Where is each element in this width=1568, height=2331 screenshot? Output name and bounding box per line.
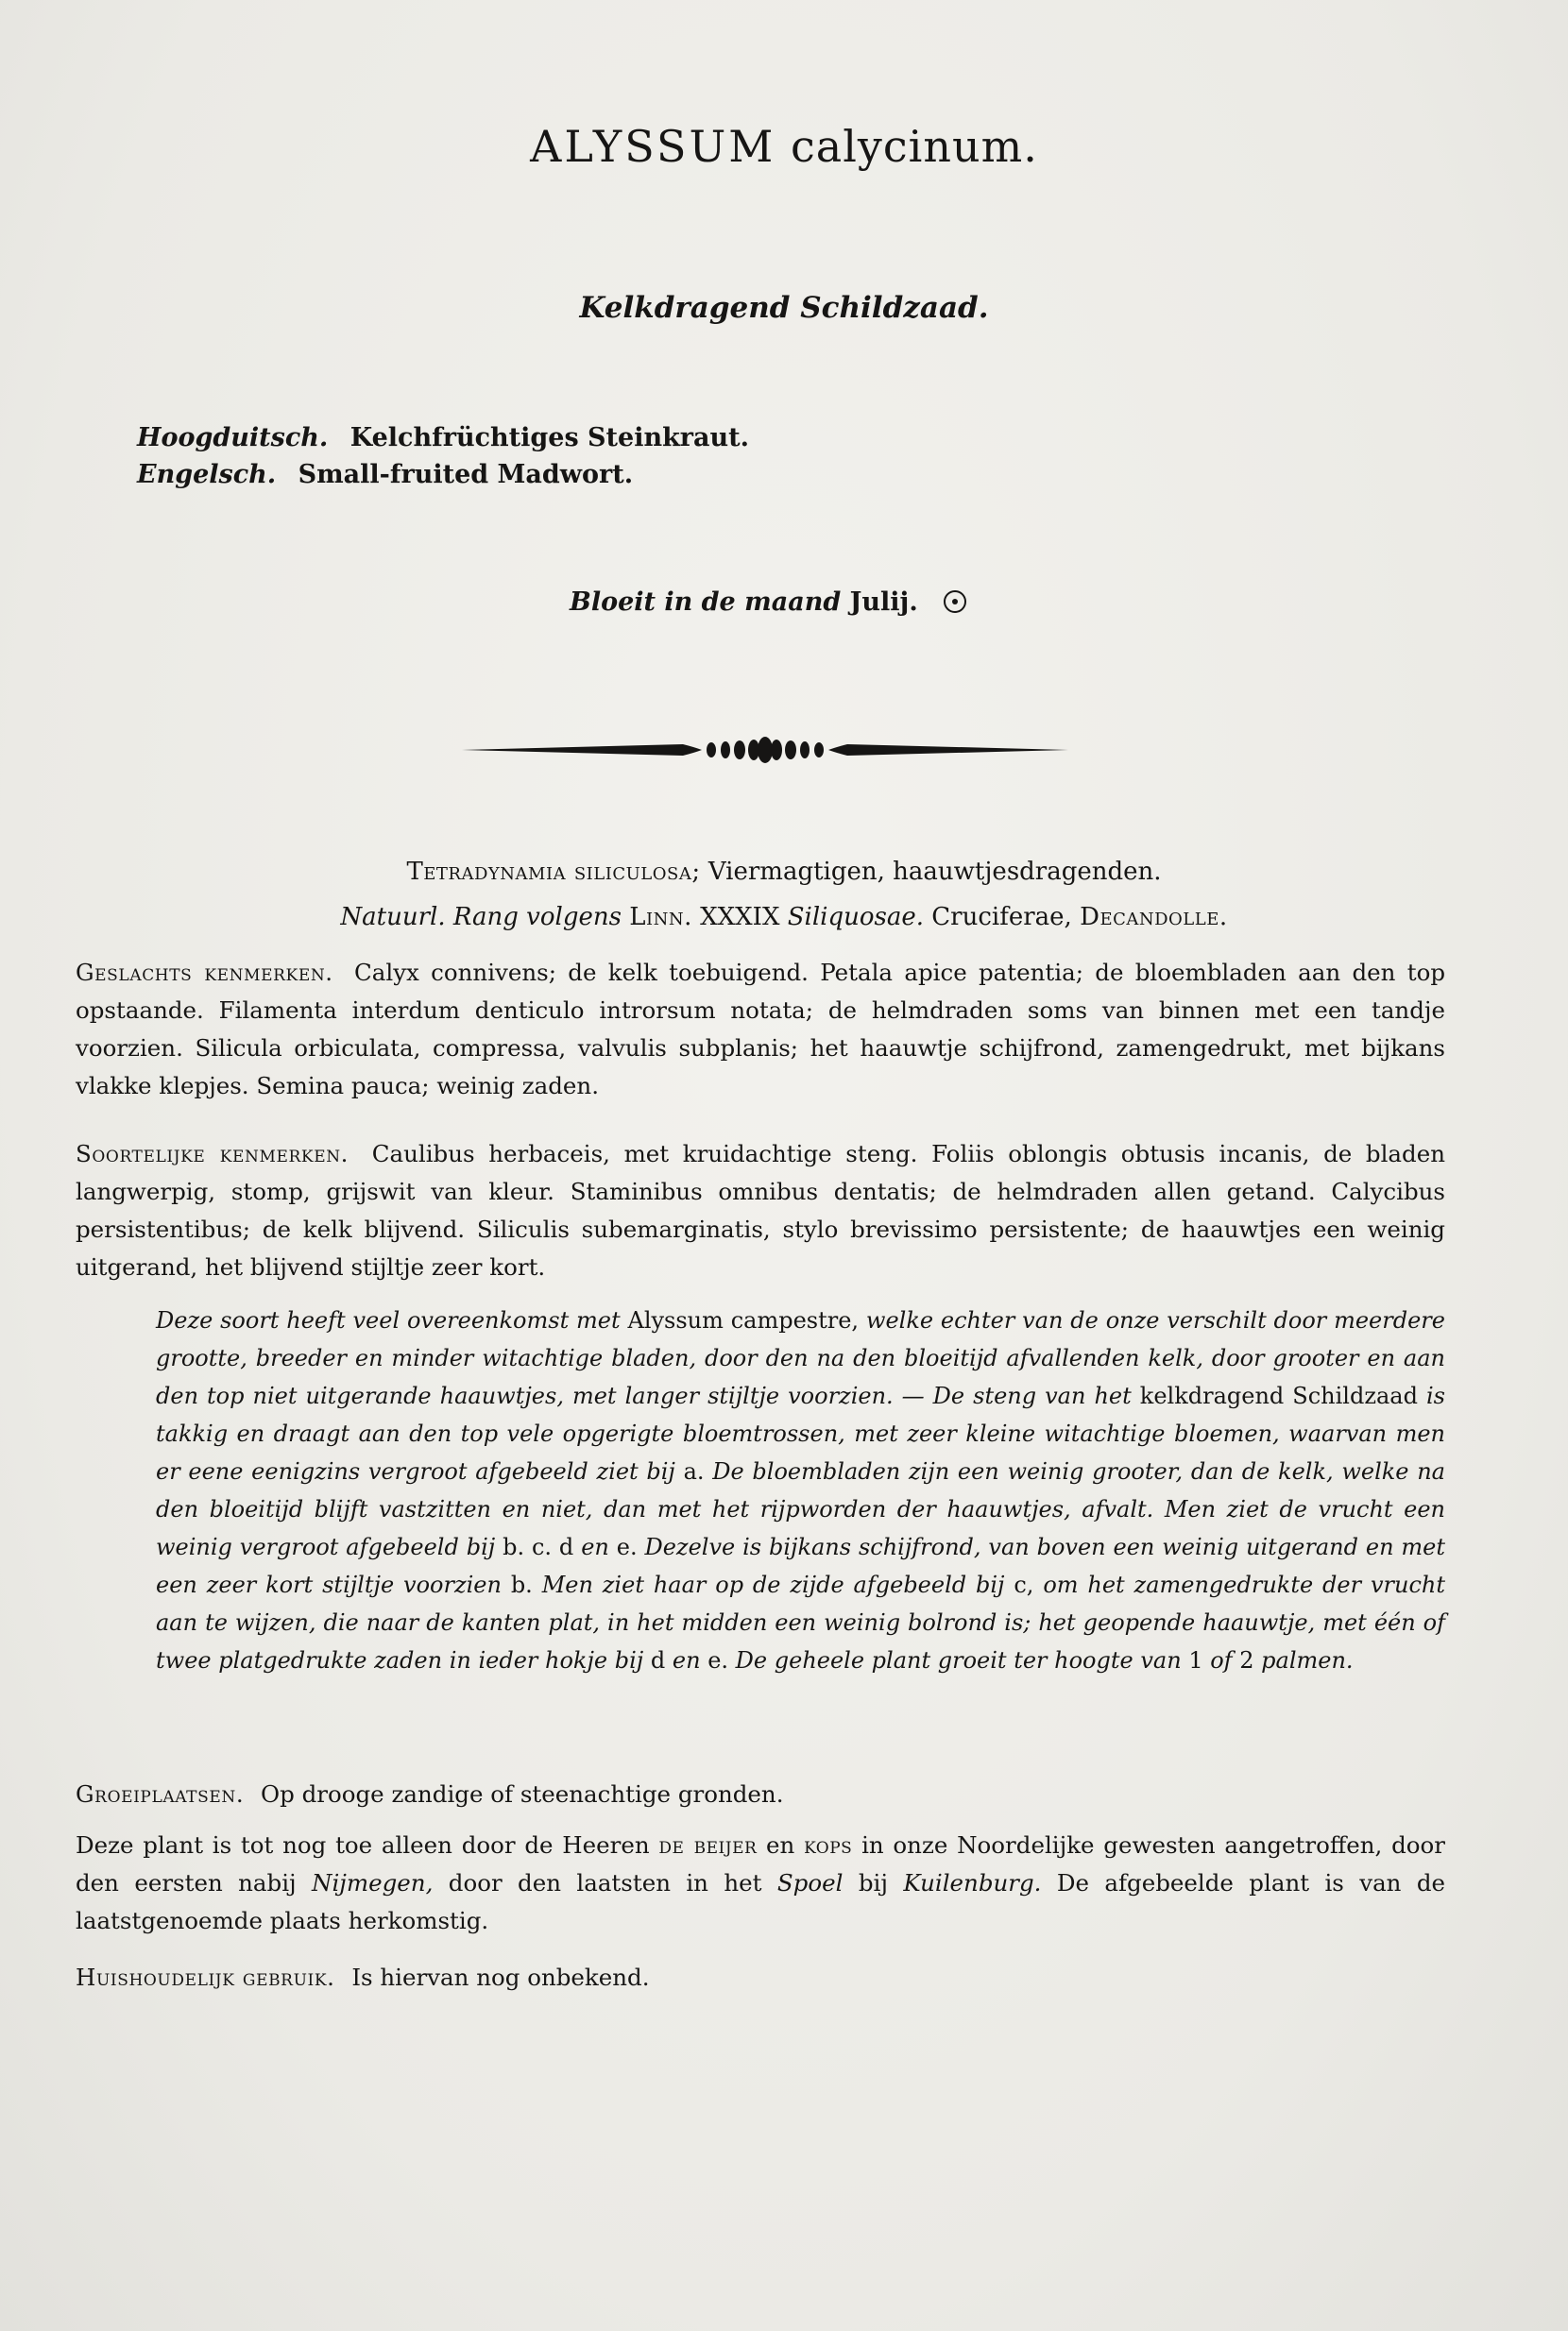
- language-label: Engelsch.: [137, 460, 277, 489]
- ornament-divider-icon: [460, 731, 1070, 769]
- section-text: Op drooge zandige of steenachtige gronden.: [261, 1780, 784, 1808]
- plant-name: kelkdragend Schildzaad: [1139, 1383, 1418, 1409]
- description-text: De bloembladen zijn een weinig grooter, dan de kelk, welke na den bloeitijd blijft vastzitten en niet, dan met het rijpworden der haauwtjes, afvalt. Men ziet de vrucht een weinig vergroot afgebeeld bij: [156, 1458, 1445, 1560]
- order-number: XXXIX: [700, 903, 780, 931]
- discovery-text: en: [766, 1831, 795, 1859]
- person-name: kops: [804, 1831, 853, 1859]
- section-text: Caulibus herbaceis, met kruidachtige steng. Foliis oblongis obtusis incanis, de bladen langwerpig, stomp, grijswit van kleur. Staminibus omnibus dentatis; de helmdraden allen getand. Calycibus persistentibus; de kelk blijvend. Siliculis subemarginatis, stylo brevissimo persistente; de haauwtjes een weinig uitgerand, het blijvend stijltje zeer kort.: [76, 1140, 1445, 1281]
- discovery-paragraph: [76, 1827, 1445, 1940]
- description-text: en: [672, 1647, 701, 1674]
- discovery-text: in onze Noordelijke gewesten aangetroffen, door den eersten nabij: [76, 1831, 1445, 1897]
- author-decandolle: Decandolle.: [1080, 903, 1228, 931]
- description-text: Dezelve is bijkans schijfrond, van boven een weinig uitgerand en met een zeer kort stijltje voorzien: [156, 1534, 1446, 1598]
- bloom-month: Julij.: [849, 587, 918, 617]
- section-text: Is hiervan nog onbekend.: [351, 1964, 650, 1991]
- habitat: [76, 1776, 1445, 1813]
- person-name: de beijer: [658, 1831, 758, 1859]
- figure-reference: b. c. d: [503, 1534, 574, 1560]
- description-text: palmen.: [1261, 1647, 1354, 1674]
- description-text: en: [581, 1534, 609, 1560]
- natural-rank-label: Natuurl. Rang volgens: [340, 903, 622, 931]
- description-text: of: [1210, 1647, 1233, 1674]
- classification-natural: [0, 903, 1568, 931]
- discovery-text: door den laatsten in het: [448, 1869, 762, 1897]
- description-paragraph: [156, 1302, 1445, 1679]
- system-description: Viermagtigen, haauwtjesdragenden.: [707, 858, 1162, 886]
- figure-reference: d: [650, 1647, 666, 1674]
- height-value: 1: [1188, 1647, 1203, 1674]
- discovery-text: bij: [858, 1869, 888, 1897]
- section-label: Geslachts kenmerken.: [76, 959, 333, 986]
- place-name: Nijmegen,: [312, 1869, 434, 1897]
- family-name: Cruciferae,: [931, 903, 1072, 931]
- vernacular-name: Small-fruited Madwort.: [298, 460, 634, 489]
- system-name: Tetradynamia siliculosa;: [406, 858, 701, 886]
- genus-name: ALYSSUM: [530, 121, 776, 172]
- description-text: om het zamengedrukte der vrucht aan te wijzen, die naar de kanten plat, in het midden een weinig bolrond is; het geopende haauwtje, met één of twee platgedrukte zaden in ieder hokje bij: [156, 1572, 1445, 1674]
- species-name: calycinum.: [791, 121, 1038, 172]
- description-text: welke echter van de onze verschilt door meerdere grootte, breeder en minder witachtige bladen, door den na den bloeitijd afvallenden kelk, door grooter en aan den top niet uitgerande haauwtjes, met langer stijltje voorzien. — De steng van het: [156, 1307, 1445, 1409]
- classification-system: [0, 858, 1568, 886]
- bloom-text: Bloeit in de maand: [570, 587, 842, 617]
- bloom-period: [570, 587, 966, 617]
- section-label: Groeiplaatsen.: [76, 1780, 245, 1808]
- figure-reference: e.: [707, 1647, 729, 1674]
- section-text: Calyx connivens; de kelk toebuigend. Petala apice patentia; de bloembladen aan den top opstaande. Filamenta interdum denticulo introrsum notata; de helmdraden soms van binnen met een tandje voorzien. Silicula orbiculata, compressa, valvulis subplanis; het haauwtje schijfrond, zamengedrukt, met bijkans vlakke klepjes. Semina pauca; weinig zaden.: [76, 959, 1445, 1099]
- genus-characters: [76, 954, 1445, 1105]
- page-title: [0, 121, 1568, 172]
- section-label: Soortelijke kenmerken.: [76, 1140, 349, 1167]
- description-text: Deze soort heeft veel overeenkomst met: [156, 1307, 621, 1334]
- section-label: Huishoudelijk gebruik.: [76, 1964, 335, 1991]
- annual-symbol-icon: [944, 590, 966, 613]
- vernacular-german: [137, 423, 749, 452]
- dutch-name: Kelkdragend Schildzaad.: [579, 291, 989, 325]
- vernacular-english: [137, 460, 633, 489]
- order-name: Siliquosae.: [787, 903, 925, 931]
- description-text: Men ziet haar op de zijde afgebeeld bij: [541, 1572, 1005, 1598]
- species-characters: [76, 1135, 1445, 1286]
- place-name: Kuilenburg.: [903, 1869, 1042, 1897]
- figure-reference: c,: [1014, 1572, 1034, 1598]
- vernacular-name: Kelchfrüchtiges Steinkraut.: [349, 423, 750, 452]
- place-name: Spoel: [776, 1869, 844, 1897]
- description-text: De geheele plant groeit ter hoogte van: [735, 1647, 1182, 1674]
- discovery-text: Deze plant is tot nog toe alleen door de Heeren: [76, 1831, 650, 1859]
- language-label: Hoogduitsch.: [137, 423, 329, 452]
- household-use: [76, 1959, 1445, 1997]
- height-value: 2: [1239, 1647, 1254, 1674]
- author-linnaeus: Linn.: [629, 903, 692, 931]
- description-text: is takkig en draagt aan den top vele opgerigte bloemtrossen, met zeer kleine witachtige bloemen, waarvan men er eene eenigzins vergroot afgebeeld ziet bij: [156, 1383, 1445, 1485]
- figure-reference: e.: [616, 1534, 638, 1560]
- discovery-text: De afgebeelde plant is van de laatstgenoemde plaats herkomstig.: [76, 1869, 1446, 1934]
- species-reference: Alyssum campestre,: [627, 1307, 860, 1334]
- figure-reference: b.: [510, 1572, 533, 1598]
- figure-reference: a.: [683, 1458, 705, 1485]
